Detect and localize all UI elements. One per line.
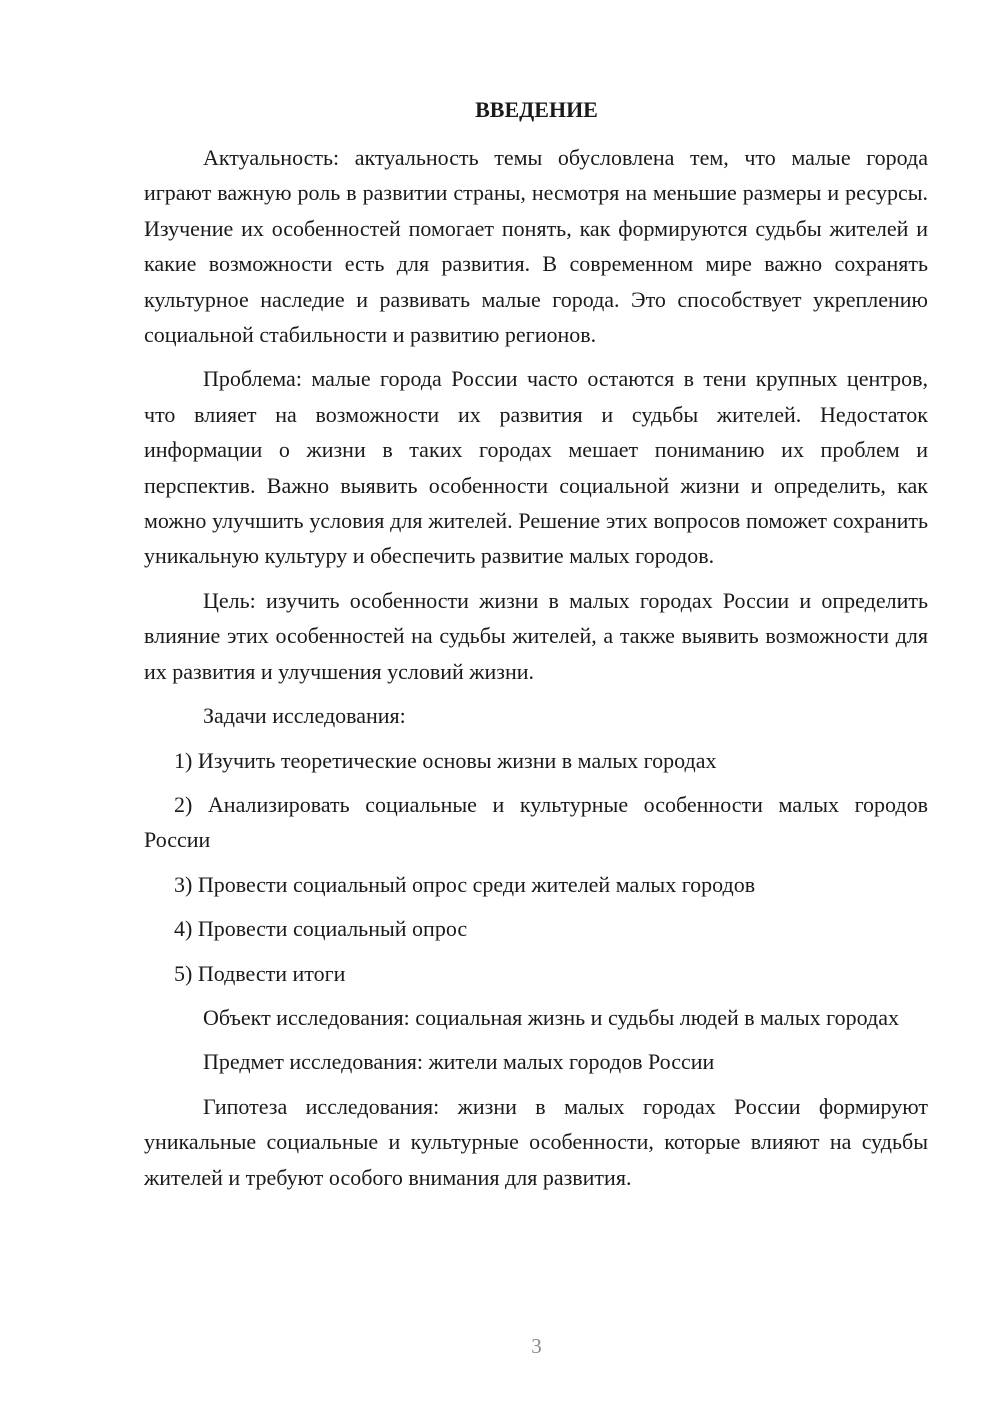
paragraph-goal: Цель: изучить особенности жизни в малых городах России и определить влияние этих особенностей на судьбы жителей, а также выявить возможности для их развития и улучшения условий жизни. (144, 587, 928, 684)
paragraph-object: Объект исследования: социальная жизнь и судьбы людей в малых городах (203, 1004, 899, 1030)
task-item: 4) Провести социальный опрос (174, 916, 468, 942)
page-number: 3 (531, 1334, 542, 1358)
document-body (144, 140, 928, 1195)
page-title: ВВЕДЕНИЕ (475, 97, 598, 122)
task-item: 5) Подвести итоги (174, 960, 346, 986)
task-item: 2) Анализировать социальные и культурные особенности малых городов России (144, 791, 928, 853)
paragraph-subject: Предмет исследования: жители малых городов России (203, 1049, 715, 1075)
task-item: 3) Провести социальный опрос среди жителей малых городов (174, 871, 756, 897)
task-item: 1) Изучить теоретические основы жизни в малых городах (174, 747, 717, 773)
paragraph-problem: Проблема: малые города России часто остаются в тени крупных центров, что влияет на возможности их развития и судьбы жителей. Недостаток информации о жизни в таких городах мешает пониманию их проблем и перспектив. Важно выявить особенности социальной жизни и определить, как можно улучшить условия для жителей. Решение этих вопросов поможет сохранить уникальную культуру и обеспечить развитие малых городов. (144, 366, 928, 569)
paragraph-relevance: Актуальность: актуальность темы обусловлена тем, что малые города играют важную роль в развитии страны, несмотря на меньшие размеры и ресурсы. Изучение их особенностей помогает понять, как формируются судьбы жителей и какие возможности есть для развития. В современном мире важно сохранять культурное наследие и развивать малые города. Это способствует укреплению социальной стабильности и развитию регионов. (144, 145, 928, 348)
paragraph-hypothesis: Гипотеза исследования: жизни в малых городах России формируют уникальные социальные и культурные особенности, которые влияют на судьбы жителей и требуют особого внимания для развития. (144, 1093, 928, 1190)
paragraph-tasks-heading: Задачи исследования: (203, 703, 406, 729)
